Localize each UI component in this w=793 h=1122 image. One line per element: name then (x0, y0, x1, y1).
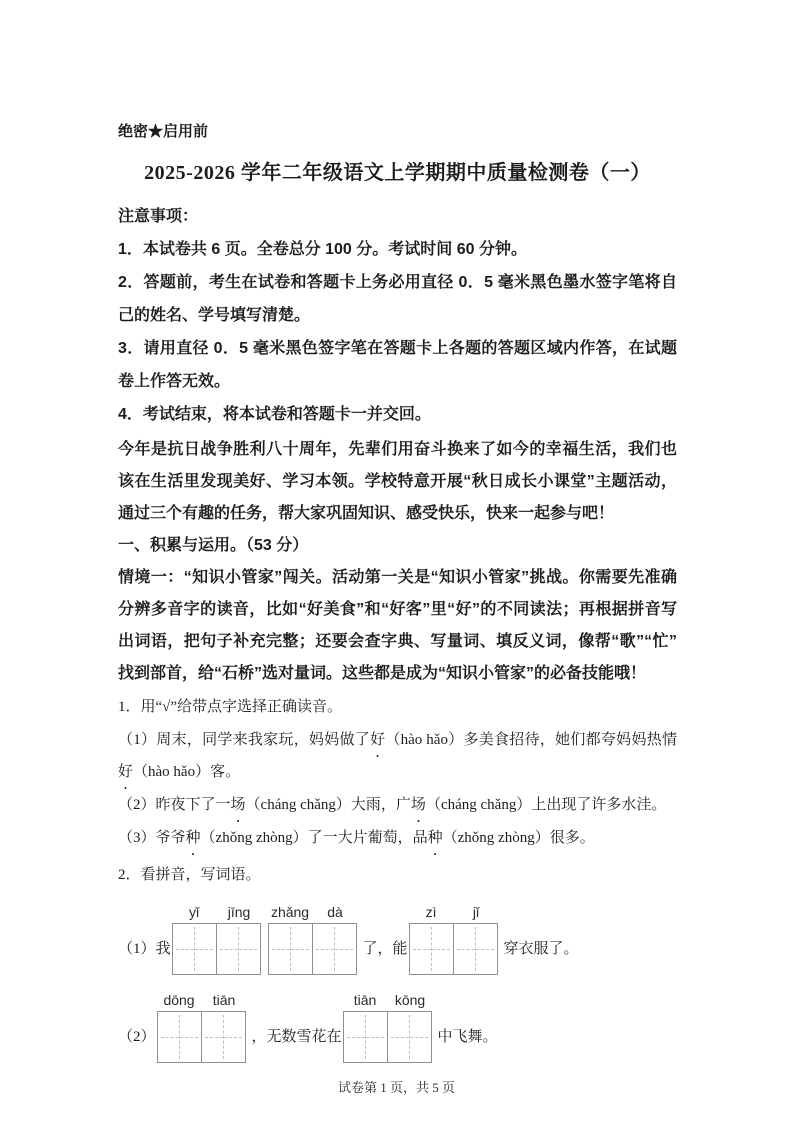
writing-grid (268, 899, 358, 975)
grid-cell (268, 923, 313, 975)
notice-item-2: 2．答题前，考生在试卷和答题卡上务必用直径 0．5 毫米黑色墨水签字笔将自己的姓名、学号填写清楚。 (118, 274, 677, 324)
pinyin-label: yǐ (188, 904, 200, 920)
question-2-label: 2．看拼音，写词语。 (118, 867, 261, 883)
answer-row (118, 899, 677, 975)
writing-grid (409, 899, 499, 975)
writing-grid (172, 899, 262, 975)
pinyin-label: zì (425, 904, 437, 920)
pinyin-row (409, 899, 499, 923)
dotted-char: 好 (118, 764, 134, 780)
dotted-char: 场 (230, 797, 246, 813)
grid-cells (268, 923, 358, 975)
page-title: 2025-2026 学年二年级语文上学期期中质量检测卷（一） (144, 162, 651, 184)
question-1-items (118, 724, 677, 854)
question-text: （cháng chǎng）大雨，广 (245, 797, 411, 813)
answer-row-text: 了，能 (362, 941, 408, 957)
grid-cell (172, 923, 217, 975)
notice-item-1: 1．本试卷共 6 页。全卷总分 100 分。考试时间 60 分钟。 (118, 241, 527, 258)
pinyin-label: kōng (394, 992, 426, 1008)
pinyin-row (343, 987, 433, 1011)
pinyin-label: jīng (227, 904, 251, 920)
question-1-item (118, 822, 677, 854)
answer-row-text: （2） (118, 1029, 156, 1045)
pinyin-row (157, 987, 247, 1011)
writing-grid (343, 987, 433, 1063)
answer-row-text: ，无数雪花在 (251, 1029, 342, 1045)
pinyin-row (268, 899, 358, 923)
question-text: （1）周末，同学来我家玩，妈妈做了 (118, 732, 371, 748)
grid-cell (343, 1011, 388, 1063)
dotted-char: 种 (185, 830, 201, 846)
pinyin-label: tiān (212, 992, 236, 1008)
question-1-item (118, 789, 677, 821)
question-2-rows (118, 899, 677, 1063)
answer-row-text: （1）我 (118, 941, 171, 957)
grid-cell (216, 923, 261, 975)
answer-row-text: 穿衣服了。 (503, 941, 579, 957)
pinyin-label: jǐ (472, 904, 480, 920)
question-text: （zhǒng zhòng）很多。 (442, 830, 595, 846)
question-text: （hào hǎo）多美食招待，她们都夸妈妈热情 (385, 732, 677, 748)
grid-cells (343, 1011, 433, 1063)
question-text: （zhǒng zhòng）了一大片葡萄，品 (200, 830, 428, 846)
section-1-heading: 一、积累与运用。（53 分） (118, 537, 309, 554)
question-text: （3）爷爷 (118, 830, 186, 846)
intro-paragraph: 今年是抗日战争胜利八十周年，先辈们用奋斗换来了如今的幸福生活，我们也该在生活里发现美好、学习本领。学校特意开展“秋日成长小课堂”主题活动，通过三个有趣的任务，帮大家巩固知识、感受快乐，快来一起参与吧！ (118, 441, 677, 522)
grid-cell (387, 1011, 432, 1063)
grid-cell (409, 923, 454, 975)
question-1-label: 1．用“√”给带点字选择正确读音。 (118, 699, 343, 715)
question-text: （2）昨夜下了一 (118, 797, 231, 813)
question-text: （hào hǎo）客。 (133, 764, 241, 780)
grid-cell (201, 1011, 246, 1063)
grid-cells (409, 923, 499, 975)
dotted-char: 种 (427, 830, 443, 846)
pinyin-row (172, 899, 262, 923)
pinyin-label: zhǎng (270, 904, 310, 920)
writing-grid (157, 987, 247, 1063)
grid-cell (453, 923, 498, 975)
pinyin-label: dà (327, 904, 343, 920)
dotted-char: 好 (370, 732, 386, 748)
question-text: （cháng chǎng）上出现了许多水洼。 (425, 797, 667, 813)
grid-cells (157, 1011, 247, 1063)
notice-item-3: 3．请用直径 0．5 毫米黑色签字笔在答题卡上各题的答题区域内作答，在试题卷上作答无效。 (118, 340, 677, 390)
dotted-char: 场 (410, 797, 426, 813)
pinyin-label: tiān (353, 992, 377, 1008)
grid-cells (172, 923, 262, 975)
grid-cell (157, 1011, 202, 1063)
question-1-item (118, 724, 677, 788)
answer-row (118, 987, 677, 1063)
notice-heading: 注意事项： (118, 208, 199, 225)
secret-label: 绝密★启用前 (118, 123, 209, 140)
scenario-1-paragraph: 情境一：“知识小管家”闯关。活动第一关是“知识小管家”挑战。你需要先准确分辨多音字的读音，比如“好美食”和“好客”里“好”的不同读法；再根据拼音写出词语，把句子补充完整；还要会查字典、写量词、填反义词，像帮“歌”“忙”找到部首，给“石桥”选对量词。这些都是成为“知识小管家”的必备技能哦！ (118, 569, 677, 682)
notice-item-4: 4．考试结束，将本试卷和答题卡一并交回。 (118, 406, 431, 423)
pinyin-label: dōng (163, 992, 195, 1008)
page-footer: 试卷第 1 页，共 5 页 (337, 1080, 455, 1095)
answer-row-text: 中飞舞。 (437, 1029, 498, 1045)
grid-cell (312, 923, 357, 975)
